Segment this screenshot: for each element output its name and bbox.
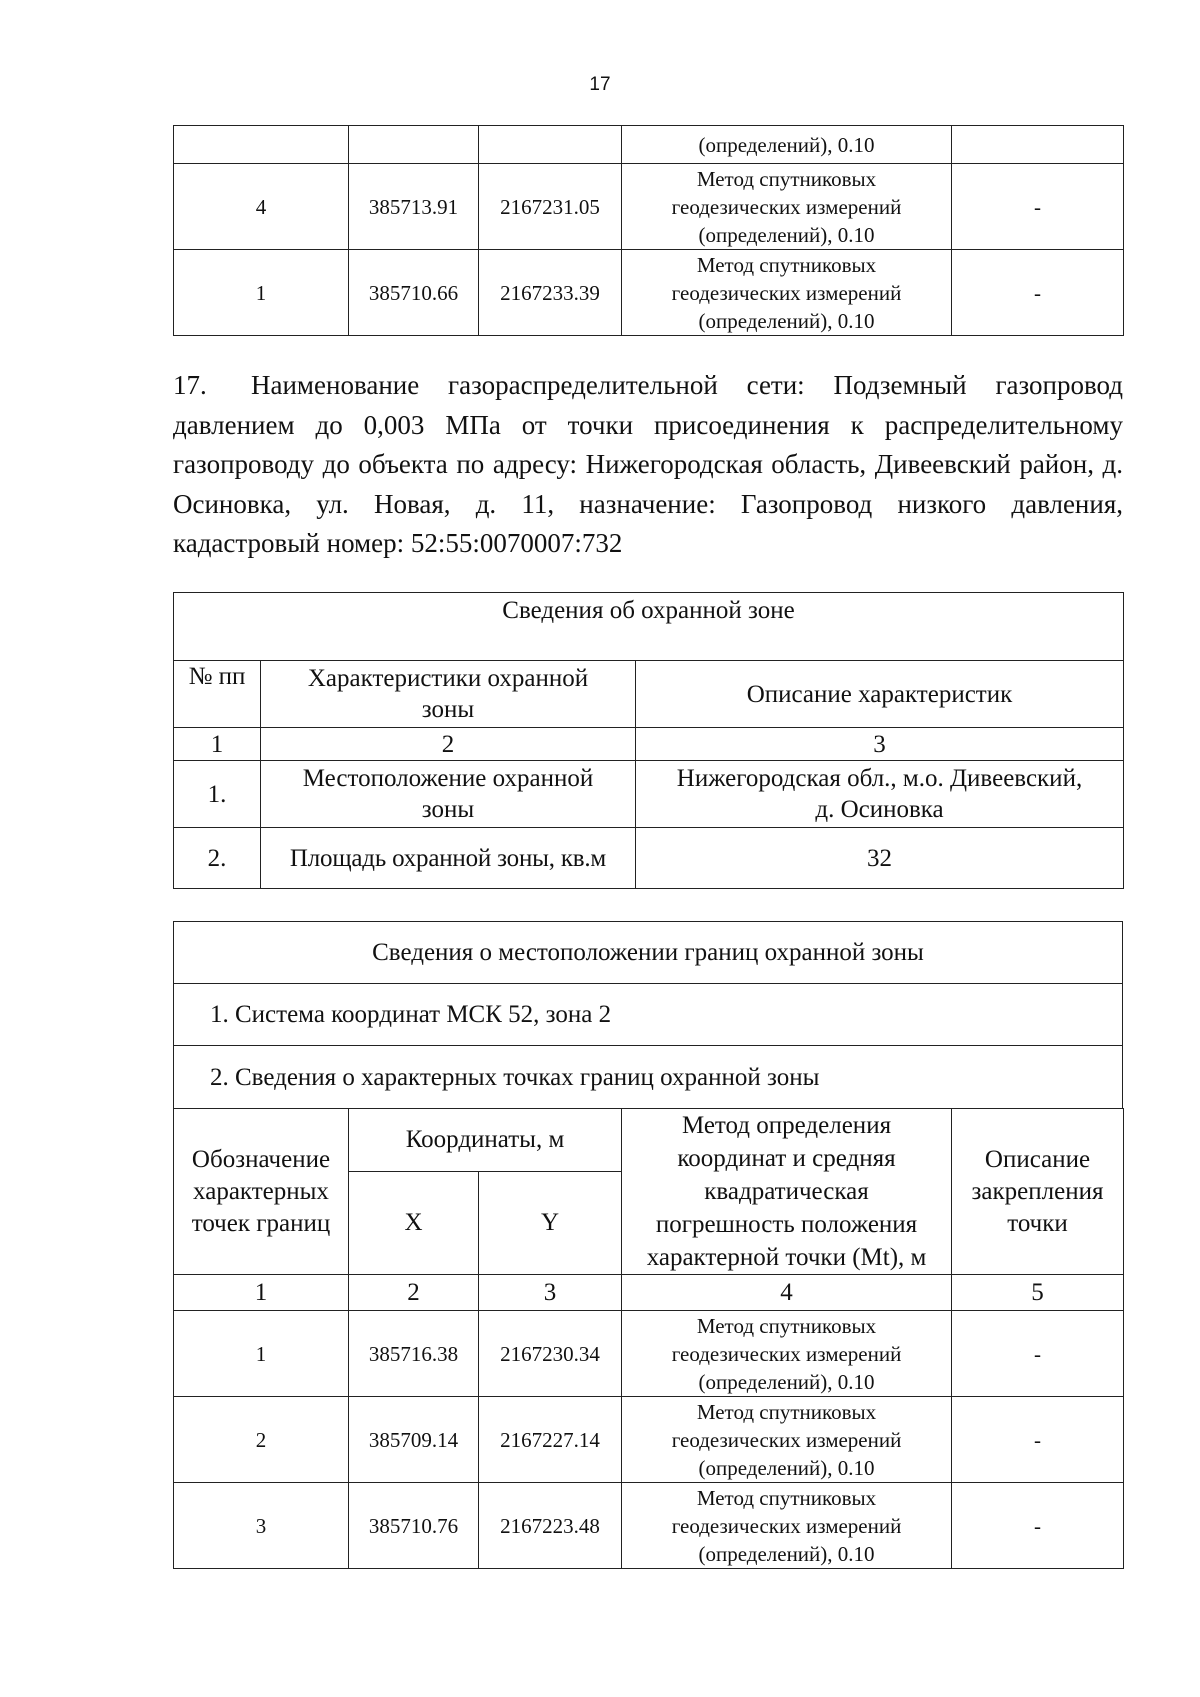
x-cell: 385710.66 (349, 250, 479, 336)
desc-cell: - (952, 1397, 1124, 1483)
method-cell: Метод спутниковых геодезических измерений (определений), 0.10 (622, 164, 952, 250)
section-text: Наименование газораспределительной сети: Подземный газопровод давлением до 0,003 МПа от точки присоединения к распределительному газопроводу до объекта по адресу: Нижегородская область, Дивеевский район, д. Осиновка, ул. Новая, д. 11, назначение: Газопровод низкого давления, кадастровый номер: 52:55:0070007:732 (173, 370, 1123, 558)
y-cell: 2167233.39 (479, 250, 622, 336)
table-row (174, 250, 1124, 336)
row-description: 32 (636, 828, 1124, 889)
section-paragraph (173, 366, 1123, 564)
header-y: Y (479, 1171, 622, 1274)
boundary-points-table (173, 1108, 1124, 1569)
table-header-row (174, 1109, 1124, 1172)
table-title-row (174, 593, 1124, 661)
table-row (174, 761, 1124, 828)
method-cell: (определений), 0.10 (622, 126, 952, 164)
header-characteristics: Характеристики охранной зоны (261, 661, 636, 728)
table-row (174, 164, 1124, 250)
table-title: Сведения о местоположении границ охранной зоны (174, 922, 1123, 984)
table-row (174, 828, 1124, 889)
section-number: 17. (173, 370, 207, 400)
y-cell: 2167223.48 (479, 1483, 622, 1569)
zone-info-table (173, 592, 1124, 889)
method-cell: Метод спутниковых геодезических измерений (определений), 0.10 (622, 250, 952, 336)
header-method: Метод определения координат и средняя квадратическая погрешность положения характерной точки (Mt), м (622, 1109, 952, 1275)
header-num: № пп (174, 661, 261, 728)
column-number-row: 1 2 3 4 5 (174, 1275, 1124, 1311)
desc-cell: - (952, 1483, 1124, 1569)
desc-cell: - (952, 164, 1124, 250)
row-characteristic: Площадь охранной зоны, кв.м (261, 828, 636, 889)
method-cell: Метод спутниковых геодезических измерений (определений), 0.10 (622, 1397, 952, 1483)
header-designation: Обозначение характерных точек границ (174, 1109, 349, 1275)
table-row (174, 1483, 1124, 1569)
method-cell: Метод спутниковых геодезических измерений (определений), 0.10 (622, 1483, 952, 1569)
header-description: Описание закрепления точки (952, 1109, 1124, 1275)
x-cell: 385710.76 (349, 1483, 479, 1569)
point-cell: 2 (174, 1397, 349, 1483)
row-description: Нижегородская обл., м.о. Дивеевский, д. Осиновка (636, 761, 1124, 828)
point-cell: 1 (174, 250, 349, 336)
table-row (174, 1311, 1124, 1397)
row-num: 2. (174, 828, 261, 889)
table-row (174, 126, 1124, 164)
x-cell: 385713.91 (349, 164, 479, 250)
x-cell: 385709.14 (349, 1397, 479, 1483)
point-cell: 1 (174, 1311, 349, 1397)
header-description: Описание характеристик (636, 661, 1124, 728)
header-coordinates: Координаты, м (349, 1109, 622, 1172)
y-cell: 2167231.05 (479, 164, 622, 250)
desc-cell: - (952, 250, 1124, 336)
row-characteristic: Местоположение охранной зоны (261, 761, 636, 828)
desc-cell: - (952, 1311, 1124, 1397)
table-row (174, 984, 1123, 1046)
y-cell: 2167230.34 (479, 1311, 622, 1397)
column-number-row: 1 2 3 (174, 728, 1124, 761)
location-table (173, 921, 1123, 1109)
table-title: Сведения об охранной зоне (174, 593, 1124, 661)
table-header-row (174, 661, 1124, 728)
x-cell: 385716.38 (349, 1311, 479, 1397)
y-cell: 2167227.14 (479, 1397, 622, 1483)
table-row (174, 1046, 1123, 1109)
table-row (174, 1397, 1124, 1483)
points-title: 2. Сведения о характерных точках границ охранной зоны (174, 1046, 1123, 1109)
row-num: 1. (174, 761, 261, 828)
method-cell: Метод спутниковых геодезических измерений (определений), 0.10 (622, 1311, 952, 1397)
coordinate-system: 1. Система координат МСК 52, зона 2 (174, 984, 1123, 1046)
top-points-table (173, 125, 1124, 336)
table-title-row (174, 922, 1123, 984)
point-cell: 3 (174, 1483, 349, 1569)
header-x: X (349, 1171, 479, 1274)
point-cell: 4 (174, 164, 349, 250)
page-number: 17 (589, 74, 611, 95)
